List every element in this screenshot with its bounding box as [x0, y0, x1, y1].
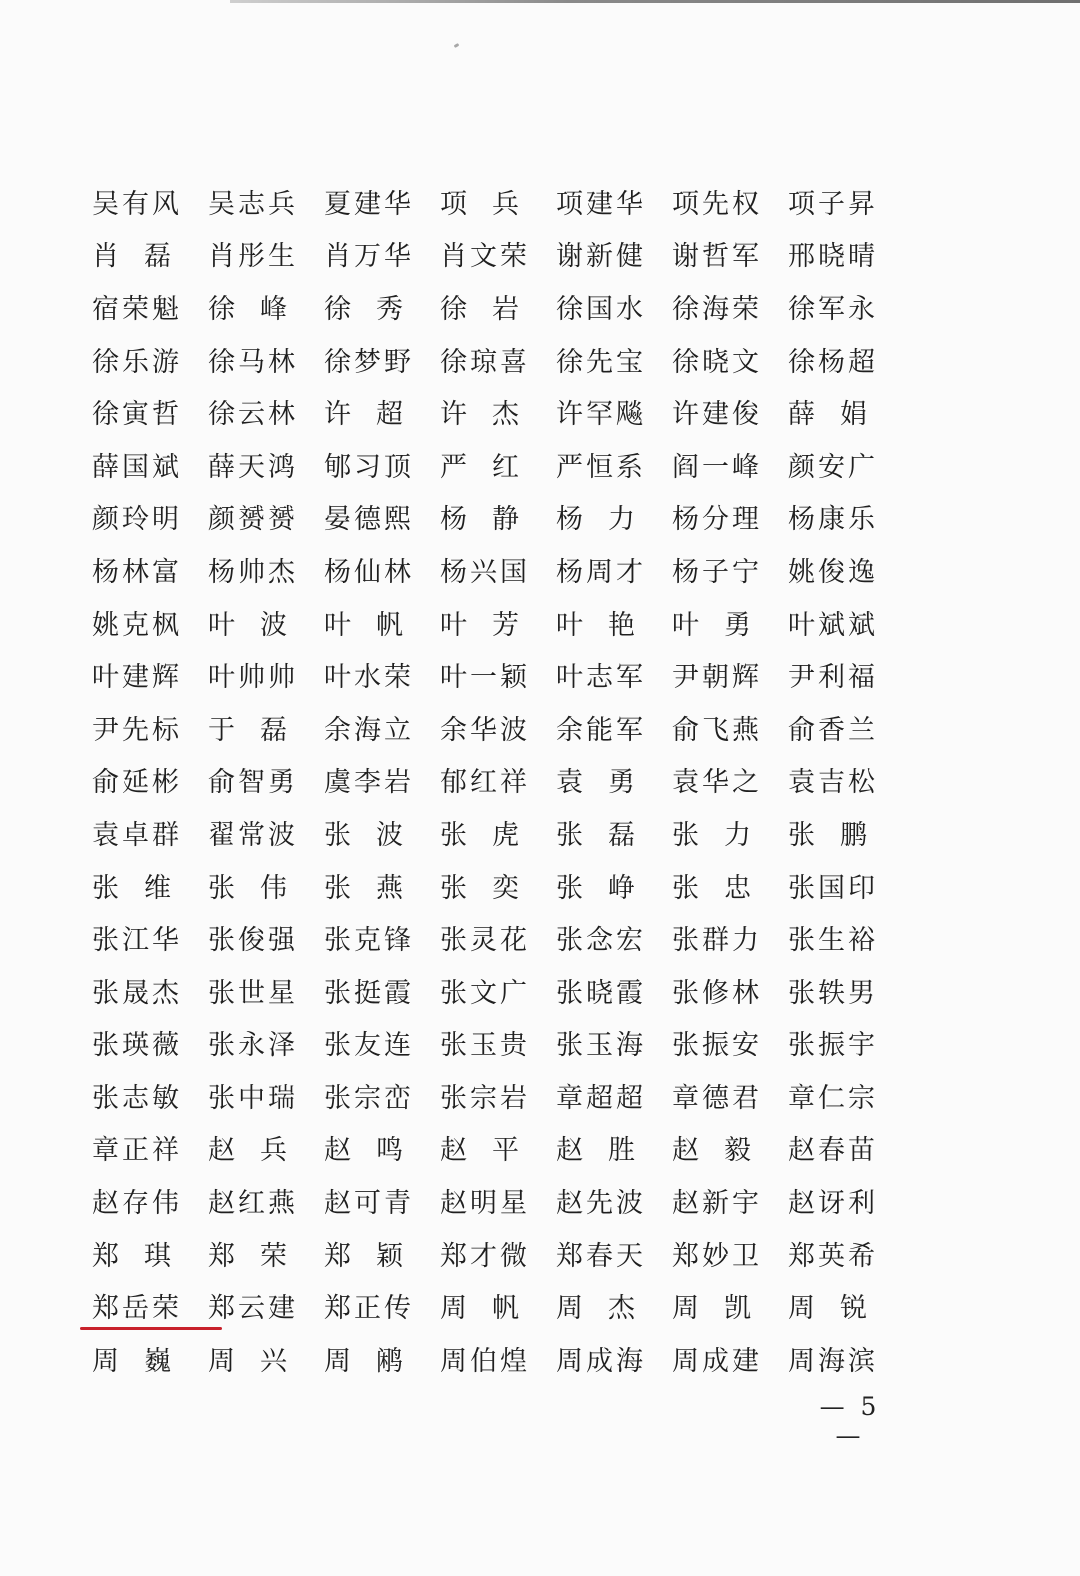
name-entry: 张念宏	[556, 925, 646, 957]
name-entry: 薛国斌	[92, 451, 182, 483]
name-char: 郑	[92, 1240, 122, 1272]
top-edge-rule	[230, 0, 1080, 3]
name-entry: 翟常波	[208, 819, 298, 851]
name-entry	[440, 438, 522, 491]
name-char: 赵	[672, 1135, 702, 1167]
name-char: 娟	[840, 399, 870, 431]
name-char: 许	[324, 399, 354, 431]
name-char: 张	[324, 819, 354, 851]
name-entry: 杨康乐	[788, 504, 878, 536]
name-entry: 吴有风	[92, 188, 182, 220]
name-entry	[92, 1332, 174, 1385]
name-entry: 张克锋	[324, 925, 414, 957]
name-entry: 俞延彬	[92, 767, 182, 799]
name-char: 张	[788, 819, 818, 851]
name-entry: 郇习顶	[324, 451, 414, 483]
name-entry: 郑春天	[556, 1240, 646, 1272]
name-char: 周	[324, 1345, 354, 1377]
name-entry: 郑妙卫	[672, 1240, 762, 1272]
name-entry: 徐军永	[788, 293, 878, 325]
name-char: 叶	[324, 609, 354, 641]
name-entry: 郑岳荣	[92, 1279, 208, 1332]
name-char: 张	[556, 872, 586, 904]
name-char: 兵	[492, 188, 522, 220]
name-entry: 袁华之	[672, 767, 762, 799]
name-entry: 张宗峦	[324, 1082, 414, 1114]
paper-speck	[454, 43, 460, 48]
name-entry	[672, 806, 754, 859]
name-entry	[208, 859, 290, 912]
name-list-grid	[92, 175, 904, 1385]
name-entry: 张挺霞	[324, 977, 414, 1009]
name-entry: 叶建辉	[92, 662, 182, 694]
name-entry	[556, 754, 638, 807]
name-entry: 郑才微	[440, 1240, 530, 1272]
name-entry: 张中瑞	[208, 1082, 298, 1114]
name-entry: 肖万华	[324, 241, 414, 273]
name-char: 磊	[144, 241, 174, 273]
name-entry: 章超超	[556, 1082, 646, 1114]
name-entry	[324, 1227, 406, 1280]
name-entry: 夏建华	[324, 188, 414, 220]
name-entry: 徐先宝	[556, 346, 646, 378]
name-entry: 尹先标	[92, 714, 182, 746]
name-char: 周	[208, 1345, 238, 1377]
name-entry: 张振宇	[788, 1030, 878, 1062]
name-entry: 赵可青	[324, 1188, 414, 1220]
name-entry	[324, 1122, 406, 1175]
name-char: 燕	[376, 872, 406, 904]
name-char: 杰	[492, 399, 522, 431]
name-entry: 张瑛薇	[92, 1030, 182, 1062]
name-entry: 袁吉松	[788, 767, 878, 799]
name-entry: 徐晓文	[672, 346, 762, 378]
name-entry: 张宗岩	[440, 1082, 530, 1114]
name-entry: 郑英希	[788, 1240, 878, 1272]
name-entry: 周成海	[556, 1345, 646, 1377]
name-char: 徐	[208, 293, 238, 325]
name-char: 周	[440, 1293, 470, 1325]
name-entry: 余华波	[440, 714, 530, 746]
name-entry	[556, 806, 638, 859]
name-entry: 张晟杰	[92, 977, 182, 1009]
name-entry: 叶帅帅	[208, 662, 298, 694]
name-entry	[672, 859, 754, 912]
name-entry: 项先权	[672, 188, 762, 220]
name-entry	[556, 1122, 638, 1175]
name-char: 帆	[492, 1293, 522, 1325]
name-char: 锐	[840, 1293, 870, 1325]
name-entry	[324, 859, 406, 912]
name-entry: 肖彤生	[208, 241, 298, 273]
name-entry: 张永泽	[208, 1030, 298, 1062]
name-char: 毅	[724, 1135, 754, 1167]
name-entry	[672, 596, 754, 649]
name-char: 张	[324, 872, 354, 904]
name-char: 艳	[608, 609, 638, 641]
name-entry	[672, 1122, 754, 1175]
name-entry: 郑云建	[208, 1293, 298, 1325]
name-entry	[440, 1122, 522, 1175]
name-entry: 赵新宇	[672, 1188, 762, 1220]
name-entry: 颜赟赟	[208, 504, 298, 536]
name-char: 凯	[724, 1293, 754, 1325]
name-entry: 徐马林	[208, 346, 298, 378]
name-entry: 张灵花	[440, 925, 530, 957]
name-entry: 杨林富	[92, 556, 182, 588]
name-char: 周	[788, 1293, 818, 1325]
name-entry: 杨兴国	[440, 556, 530, 588]
name-entry	[440, 596, 522, 649]
name-char: 赵	[324, 1135, 354, 1167]
name-entry: 郑正传	[324, 1293, 414, 1325]
name-entry: 徐杨超	[788, 346, 878, 378]
name-entry: 吴志兵	[208, 188, 298, 220]
name-char: 周	[556, 1293, 586, 1325]
name-entry	[208, 701, 290, 754]
name-char: 郑	[208, 1240, 238, 1272]
name-char: 肖	[92, 241, 122, 273]
name-entry: 周成建	[672, 1345, 762, 1377]
name-entry: 张修林	[672, 977, 762, 1009]
name-entry	[440, 385, 522, 438]
name-char: 胜	[608, 1135, 638, 1167]
name-entry: 郁红祥	[440, 767, 530, 799]
name-char: 周	[672, 1293, 702, 1325]
name-char: 薛	[788, 399, 818, 431]
name-char: 袁	[556, 767, 586, 799]
name-entry: 张志敏	[92, 1082, 182, 1114]
name-entry: 张国印	[788, 872, 878, 904]
name-char: 红	[492, 451, 522, 483]
name-char: 伟	[260, 872, 290, 904]
name-entry: 张振安	[672, 1030, 762, 1062]
name-entry: 张轶男	[788, 977, 878, 1009]
name-entry: 杨子宁	[672, 556, 762, 588]
name-entry: 严恒系	[556, 451, 646, 483]
name-entry: 尹利福	[788, 662, 878, 694]
name-entry: 颜安广	[788, 451, 878, 483]
name-char: 赵	[440, 1135, 470, 1167]
name-entry: 张玉海	[556, 1030, 646, 1062]
name-entry: 赵存伟	[92, 1188, 182, 1220]
name-entry	[208, 1332, 290, 1385]
name-entry: 杨帅杰	[208, 556, 298, 588]
name-entry: 薛天鸿	[208, 451, 298, 483]
name-entry: 张晓霞	[556, 977, 646, 1009]
name-entry	[440, 1279, 522, 1332]
name-entry: 俞香兰	[788, 714, 878, 746]
name-entry: 赵明星	[440, 1188, 530, 1220]
name-entry: 赵讶利	[788, 1188, 878, 1220]
name-entry	[208, 596, 290, 649]
name-char: 兵	[260, 1135, 290, 1167]
name-char: 静	[492, 504, 522, 536]
name-char: 周	[92, 1345, 122, 1377]
name-entry: 徐海荣	[672, 293, 762, 325]
name-entry: 颜玲明	[92, 504, 182, 536]
name-char: 徐	[440, 293, 470, 325]
name-entry	[440, 491, 522, 544]
name-entry	[440, 280, 522, 333]
name-char: 郑	[324, 1240, 354, 1272]
name-char: 张	[672, 819, 702, 851]
name-entry: 章德君	[672, 1082, 762, 1114]
name-char: 张	[440, 819, 470, 851]
name-char: 项	[440, 188, 470, 220]
name-entry	[324, 385, 406, 438]
name-entry: 徐琼喜	[440, 346, 530, 378]
name-char: 杨	[440, 504, 470, 536]
name-entry: 尹朝辉	[672, 662, 762, 694]
name-entry: 叶一颖	[440, 662, 530, 694]
name-char: 芳	[492, 609, 522, 641]
name-entry	[556, 859, 638, 912]
name-entry	[556, 491, 638, 544]
name-char: 勇	[608, 767, 638, 799]
name-entry: 杨分理	[672, 504, 762, 536]
name-char: 力	[724, 819, 754, 851]
name-entry: 张江华	[92, 925, 182, 957]
name-entry	[324, 1332, 406, 1385]
name-char: 超	[376, 399, 406, 431]
name-char: 颖	[376, 1240, 406, 1272]
name-char: 岩	[492, 293, 522, 325]
name-entry: 姚俊逸	[788, 556, 878, 588]
name-entry: 徐寅哲	[92, 399, 182, 431]
name-entry	[324, 280, 406, 333]
name-char: 帆	[376, 609, 406, 641]
name-entry	[788, 385, 870, 438]
name-entry: 俞飞燕	[672, 714, 762, 746]
name-entry: 张友连	[324, 1030, 414, 1062]
name-entry: 俞智勇	[208, 767, 298, 799]
name-char: 张	[440, 872, 470, 904]
name-entry: 袁卓群	[92, 819, 182, 851]
name-char: 叶	[208, 609, 238, 641]
name-char: 力	[608, 504, 638, 536]
name-entry: 周海滨	[788, 1345, 878, 1377]
name-char: 于	[208, 714, 238, 746]
name-entry: 张群力	[672, 925, 762, 957]
name-entry: 阎一峰	[672, 451, 762, 483]
name-char: 磊	[608, 819, 638, 851]
name-entry	[440, 175, 522, 228]
name-entry: 余能军	[556, 714, 646, 746]
name-char: 张	[92, 872, 122, 904]
name-char: 叶	[556, 609, 586, 641]
name-char: 奕	[492, 872, 522, 904]
name-entry: 杨仙林	[324, 556, 414, 588]
name-entry: 叶斌斌	[788, 609, 878, 641]
name-char: 平	[492, 1135, 522, 1167]
name-entry: 张世星	[208, 977, 298, 1009]
name-entry: 许罕飚	[556, 399, 646, 431]
name-entry: 姚克枫	[92, 609, 182, 641]
name-char: 荣	[260, 1240, 290, 1272]
red-underline-mark	[80, 1327, 222, 1330]
name-entry	[92, 228, 174, 281]
name-entry: 叶水荣	[324, 662, 414, 694]
name-entry	[208, 1122, 290, 1175]
name-char: 峥	[608, 872, 638, 904]
name-entry	[208, 1227, 290, 1280]
name-char: 鹇	[376, 1345, 406, 1377]
name-char: 秀	[376, 293, 406, 325]
name-entry: 余海立	[324, 714, 414, 746]
name-entry	[440, 806, 522, 859]
name-entry: 杨周才	[556, 556, 646, 588]
name-char: 严	[440, 451, 470, 483]
name-char: 杨	[556, 504, 586, 536]
name-entry: 许建俊	[672, 399, 762, 431]
name-entry: 邢晓晴	[788, 241, 878, 273]
name-char: 杰	[608, 1293, 638, 1325]
name-entry: 周伯煌	[440, 1345, 530, 1377]
name-char: 叶	[440, 609, 470, 641]
name-entry: 张俊强	[208, 925, 298, 957]
name-char: 维	[144, 872, 174, 904]
name-entry: 谢新健	[556, 241, 646, 273]
name-entry: 张玉贵	[440, 1030, 530, 1062]
name-entry: 徐云林	[208, 399, 298, 431]
name-char: 兴	[260, 1345, 290, 1377]
name-entry: 谢哲军	[672, 241, 762, 273]
name-char: 波	[260, 609, 290, 641]
name-char: 虎	[492, 819, 522, 851]
name-char: 波	[376, 819, 406, 851]
name-entry	[788, 806, 870, 859]
name-char: 赵	[556, 1135, 586, 1167]
name-entry: 晏德熙	[324, 504, 414, 536]
name-char: 勇	[724, 609, 754, 641]
name-entry	[440, 859, 522, 912]
name-entry: 赵春苗	[788, 1135, 878, 1167]
name-char: 张	[672, 872, 702, 904]
name-char: 许	[440, 399, 470, 431]
name-char: 赵	[208, 1135, 238, 1167]
name-char: 巍	[144, 1345, 174, 1377]
name-entry	[92, 859, 174, 912]
name-entry: 徐乐游	[92, 346, 182, 378]
name-entry: 徐梦野	[324, 346, 414, 378]
name-char: 忠	[724, 872, 754, 904]
name-entry: 项建华	[556, 188, 646, 220]
name-char: 鸣	[376, 1135, 406, 1167]
name-entry: 张生裕	[788, 925, 878, 957]
name-entry: 章仁宗	[788, 1082, 878, 1114]
name-entry: 徐国水	[556, 293, 646, 325]
name-entry	[92, 1227, 174, 1280]
name-entry: 宿荣魁	[92, 293, 182, 325]
name-char: 张	[556, 819, 586, 851]
name-entry	[324, 806, 406, 859]
name-char: 峰	[260, 293, 290, 325]
name-entry	[556, 596, 638, 649]
name-char: 张	[208, 872, 238, 904]
name-entry	[788, 1279, 870, 1332]
name-entry: 张文广	[440, 977, 530, 1009]
name-entry: 肖文荣	[440, 241, 530, 273]
name-entry: 赵红燕	[208, 1188, 298, 1220]
name-entry	[672, 1279, 754, 1332]
name-entry: 项子昇	[788, 188, 878, 220]
name-char: 鹏	[840, 819, 870, 851]
name-char: 磊	[260, 714, 290, 746]
name-char: 徐	[324, 293, 354, 325]
name-entry: 章正祥	[92, 1135, 182, 1167]
name-entry: 赵先波	[556, 1188, 646, 1220]
name-entry: 叶志军	[556, 662, 646, 694]
name-char: 叶	[672, 609, 702, 641]
name-entry	[208, 280, 290, 333]
name-entry	[556, 1279, 638, 1332]
page-number: — 5 —	[819, 1392, 881, 1450]
name-entry	[324, 596, 406, 649]
name-entry: 虞李岩	[324, 767, 414, 799]
name-char: 琪	[144, 1240, 174, 1272]
